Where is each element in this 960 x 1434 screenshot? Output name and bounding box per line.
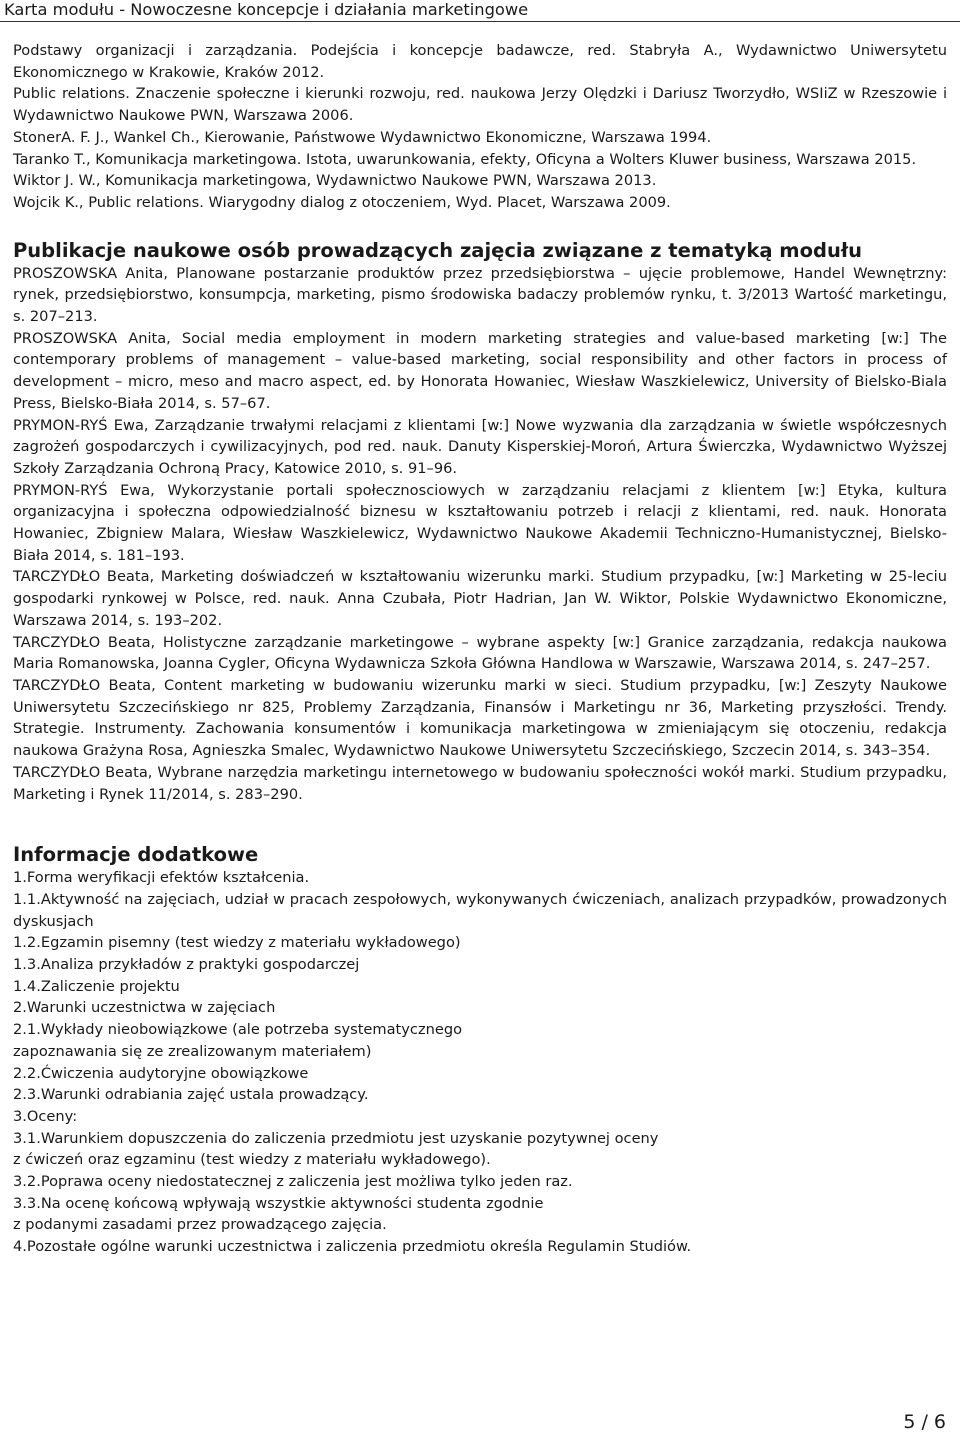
- page-number: 5 / 6: [903, 1411, 946, 1433]
- info-line: 3.1.Warunkiem dopuszczenia do zaliczenia przedmiotu jest uzyskanie pozytywnej oceny: [13, 1129, 659, 1147]
- info-line: 1.3.Analiza przykładów z praktyki gospodarczej: [13, 956, 360, 974]
- info-line: 2.3.Warunki odrabiania zajęć ustala prowadzący.: [13, 1086, 369, 1104]
- info-line: 1.4.Zaliczenie projektu: [13, 977, 180, 995]
- info-line: 2.Warunki uczestnictwa w zajęciach: [13, 999, 276, 1017]
- literature-entry: Wiktor J. W., Komunikacja marketingowa, Wydawnictwo Naukowe PWN, Warszawa 2013.: [13, 172, 657, 190]
- publication-entry: TARCZYDŁO Beata, Wybrane narzędzia marketingu internetowego w budowaniu społeczności wokół marki. Studium przypadku, Marketing i Rynek 11/2014, s. 283–290.: [13, 763, 947, 803]
- publication-entry: PROSZOWSKA Anita, Social media employment in modern marketing strategies and value-based marketing [w:] The contemporary problems of management – value-based marketing, social responsibility and other factors in process of development – micro, meso and macro aspect, ed. by Honorata Howaniec, Wiesław Waszkielewicz, University of Bielsko-Biala Press, Bielsko-Biała 2014, s. 57–67.: [13, 329, 947, 412]
- document-title: Karta modułu - Nowoczesne koncepcje i działania marketingowe: [4, 0, 529, 19]
- info-line: 3.3.Na ocenę końcową wpływają wszystkie aktywności studenta zgodnie: [13, 1194, 544, 1212]
- literature-entry: Public relations. Znaczenie społeczne i kierunki rozwoju, red. naukowa Jerzy Olędzki i Dariusz Tworzydło, WSIiZ w Rzeszowie i Wydawnictwo Naukowe PWN, Warszawa 2006.: [13, 85, 947, 125]
- info-line: 3.2.Poprawa oceny niedostatecznej z zaliczenia jest możliwa tylko jeden raz.: [13, 1173, 573, 1191]
- info-line: 2.2.Ćwiczenia audytoryjne obowiązkowe: [13, 1064, 309, 1082]
- info-line: z ćwiczeń oraz egzaminu (test wiedzy z materiału wykładowego).: [13, 1151, 491, 1169]
- publications-list: [13, 263, 947, 806]
- info-line: zapoznawania się ze zrealizowanym materiałem): [13, 1042, 372, 1060]
- additional-info-list: [13, 867, 947, 1258]
- publication-entry: PROSZOWSKA Anita, Planowane postarzanie produktów przez przedsiębiorstwa – ujęcie problemowe, Handel Wewnętrzny: rynek, przedsiębiorstwo, konsumpcja, marketing, pismo środowiska badaczy problemów rynku, t. 3/2013 Wartość marketingu, s. 207–213.: [13, 264, 947, 326]
- publication-entry: PRYMON-RYŚ Ewa, Wykorzystanie portali społecznosciowych w zarządzaniu relacjami z klientem [w:] Etyka, kultura organizacyjna i społeczna odpowiedzialność biznesu w kształtowaniu potrzeb i relacji z klientami, red. nauk. Honorata Howaniec, Zbigniew Malara, Wiesław Waszkielewicz, Wydawnictwo Naukowe Akademii Techniczno-Humanistycznej, Bielsko-Biała 2014, s. 181–193.: [13, 481, 947, 564]
- info-line: 1.2.Egzamin pisemny (test wiedzy z materiału wykładowego): [13, 934, 461, 952]
- info-line: 4.Pozostałe ogólne warunki uczestnictwa i zaliczenia przedmiotu określa Regulamin Studiów.: [13, 1238, 692, 1256]
- info-line: z podanymi zasadami przez prowadzącego zajęcia.: [13, 1216, 387, 1234]
- info-line: 1.1.Aktywność na zajęciach, udział w pracach zespołowych, wykonywanych ćwiczeniach, analizach przypadków, prowadzonych dyskusjach: [13, 890, 947, 930]
- publications-heading: Publikacje naukowe osób prowadzących zajęcia związane z tematyką modułu: [13, 238, 862, 262]
- publication-entry: TARCZYDŁO Beata, Holistyczne zarządzanie marketingowe – wybrane aspekty [w:] Granice zarządzania, redakcja naukowa Maria Romanowska, Joanna Cygler, Oficyna Wydawnicza Szkoła Główna Handlowa w Warszawie, Warszawa 2014, s. 247–257.: [13, 633, 947, 673]
- publication-entry: TARCZYDŁO Beata, Content marketing w budowaniu wizerunku marki w sieci. Studium przypadku, [w:] Zeszyty Naukowe Uniwersytetu Szczecińskiego nr 825, Problemy Zarządzania, Finansów i Marketingu nr 36, Marketing przyszłości. Trendy. Strategie. Instrumenty. Zachowania konsumentów i komunikacja marketingowa w zmieniającym się otoczeniu, redakcja naukowa Grażyna Rosa, Agnieszka Smalec, Wydawnictwo Naukowe Uniwersytetu Szczecińskiego, Szczecin 2014, s. 343–354.: [13, 676, 947, 760]
- page-header: [0, 0, 960, 24]
- literature-list: [13, 40, 947, 214]
- literature-entry: Podstawy organizacji i zarządzania. Podejścia i koncepcje badawcze, red. Stabryła A., Wydawnictwo Uniwersytetu Ekonomicznego w Krakowie, Kraków 2012.: [13, 42, 947, 81]
- document-body: [13, 40, 947, 1258]
- literature-entry: Wojcik K., Public relations. Wiarygodny dialog z otoczeniem, Wyd. Placet, Warszawa 2009.: [13, 193, 671, 211]
- additional-info-heading: Informacje dodatkowe: [13, 843, 259, 867]
- publication-entry: PRYMON-RYŚ Ewa, Zarządzanie trwałymi relacjami z klientami [w:] Nowe wyzwania dla zarządzania w świetle współczesnych zagrożeń gospodarczych i cywilizacyjnych, pod red. nauk. Danuty Kisperskiej-Moroń, Artura Świerczka, Wydawnictwo Wyższej Szkoły Zarządzania Ochroną Pracy, Katowice 2010, s. 91–96.: [13, 416, 947, 477]
- header-divider: [0, 21, 960, 22]
- literature-entry: Taranko T., Komunikacja marketingowa. Istota, uwarunkowania, efekty, Oficyna a Wolters Kluwer business, Warszawa 2015.: [13, 150, 917, 168]
- literature-entry: StonerA. F. J., Wankel Ch., Kierowanie, Państwowe Wydawnictwo Ekonomiczne, Warszawa 1994.: [13, 128, 712, 146]
- info-line: 3.Oceny:: [13, 1107, 78, 1125]
- info-line: 2.1.Wykłady nieobowiązkowe (ale potrzeba systematycznego: [13, 1021, 463, 1039]
- publication-entry: TARCZYDŁO Beata, Marketing doświadczeń w kształtowaniu wizerunku marki. Studium przypadku, [w:] Marketing w 25-leciu gospodarki rynkowej w Polsce, red. nauk. Anna Czubała, Piotr Hadrian, Jan W. Wiktor, Polskie Wydawnictwo Ekonomiczne, Warszawa 2014, s. 193–202.: [13, 568, 947, 629]
- info-line: 1.Forma weryfikacji efektów kształcenia.: [13, 869, 310, 887]
